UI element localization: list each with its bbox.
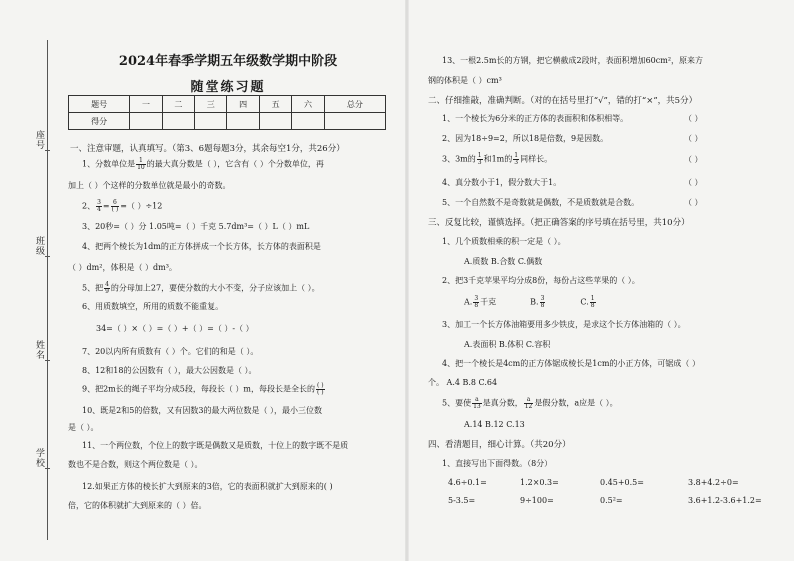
question-7: 7、20以内所有质数有（ ）个。它们的和是（ ）。 bbox=[82, 347, 259, 356]
denominator: ( ) bbox=[111, 206, 119, 213]
section-4-heading: 四、看清题目，细心计算。（共20分） bbox=[428, 440, 571, 450]
denominator: 3 bbox=[514, 159, 519, 166]
denominator: 13 bbox=[473, 403, 481, 410]
choice-2-options bbox=[464, 296, 597, 309]
choice-5 bbox=[442, 397, 618, 410]
numerator: 1 bbox=[590, 295, 595, 302]
text: 9、把2m长的绳子平均分成5段，每段长（ ）m，每段长是全长的 bbox=[82, 384, 315, 394]
calc-item: 3.6+1.2-3.6+1.2= bbox=[688, 496, 762, 505]
choice-3: 3、加工一个长方体油箱要用多少铁皮，是求这个长方体油箱的（ ）。 bbox=[442, 320, 686, 329]
question-12-line2: 倍，它的体积就扩大到原来的（ ）倍。 bbox=[68, 501, 207, 510]
question-4-line1: 4、把两个棱长为1dm的正方体拼成一个长方体，长方体的表面积是 bbox=[82, 242, 321, 251]
judge-4: 4、真分数小于1，假分数大于1。 bbox=[442, 178, 562, 187]
score-cell: 总分 bbox=[324, 96, 385, 113]
section-3-heading: 三、反复比较，谨慎选择。（把正确答案的序号填在括号里，共10分） bbox=[428, 218, 690, 228]
section-2-heading: 二、仔细推敲，准确判断。（对的在括号里打“√”，错的打“×”，共5分） bbox=[428, 96, 698, 106]
score-input-cell[interactable] bbox=[227, 113, 259, 130]
score-cell: 二 bbox=[162, 96, 194, 113]
question-12-line1: 12.如果正方体的棱长扩大到原来的3倍，它的表面积就扩大到原来的( ) bbox=[82, 482, 333, 491]
question-5 bbox=[82, 282, 320, 295]
text: 5、把 bbox=[82, 283, 104, 293]
text: B. bbox=[530, 297, 539, 307]
text: 2、 bbox=[82, 201, 96, 211]
calc-item: 5-3.5= bbox=[448, 496, 476, 505]
numerator: 6 bbox=[111, 200, 120, 207]
question-8: 8、12和18的公因数有（ ），最大公因数是（ ）。 bbox=[82, 366, 257, 375]
numerator: ( ) bbox=[316, 382, 324, 389]
fraction bbox=[96, 200, 102, 213]
score-input-cell[interactable] bbox=[292, 113, 324, 130]
score-table bbox=[68, 95, 386, 130]
binding-tick bbox=[45, 150, 50, 151]
numerator: a bbox=[472, 397, 482, 404]
calc-item: 9÷100= bbox=[520, 496, 554, 505]
school-label: 学校 bbox=[34, 448, 44, 468]
numerator: 1 bbox=[136, 158, 146, 165]
numerator: 3 bbox=[474, 295, 479, 302]
calc-heading: 1、直接写出下面得数。（8分） bbox=[442, 459, 553, 468]
score-input-cell[interactable] bbox=[130, 113, 162, 130]
numerator: 4 bbox=[105, 281, 109, 288]
fraction bbox=[111, 200, 120, 213]
section-1-heading: 一、注意审题，认真填写。（第3、6题每题3分，其余每空1分，共26分） bbox=[70, 144, 345, 154]
question-13-line1: 13、一根2.5m长的方钢，把它横截成2段时，表面积增加60cm²，原来方 bbox=[442, 56, 704, 65]
judge-5: 5、一个自然数不是奇数就是偶数，不是质数就是合数。 bbox=[442, 198, 640, 207]
choice-1: 1、几个质数相乘的积一定是（ ）。 bbox=[442, 237, 566, 246]
score-cell: 五 bbox=[259, 96, 291, 113]
question-13-line2: 钢的体积是（ ）cm³ bbox=[428, 76, 502, 85]
question-6: 6、用质数填空，所用的质数不能重复。 bbox=[82, 302, 224, 311]
calc-item: 3.8+4.2÷0= bbox=[688, 478, 739, 487]
judge-1-answer[interactable]: （ ） bbox=[684, 114, 703, 123]
score-input-cell[interactable] bbox=[162, 113, 194, 130]
text: 的分母加上27，要使分数的大小不变，分子应该加上（ ）。 bbox=[110, 283, 320, 293]
fraction bbox=[136, 158, 146, 171]
denominator: 8 bbox=[474, 302, 479, 309]
score-cell: 题号 bbox=[69, 96, 130, 113]
choice-4-line2: 个。 A.4 B.8 C.64 bbox=[428, 378, 498, 387]
choice-5-options: A.14 B.12 C.13 bbox=[464, 420, 525, 429]
numerator: 1 bbox=[477, 152, 482, 159]
score-table-score-row bbox=[69, 113, 386, 130]
exam-title: 2024年春季学期五年级数学期中阶段 bbox=[118, 54, 338, 69]
binding-tick bbox=[45, 360, 50, 361]
denominator: 3 bbox=[477, 159, 482, 166]
fraction bbox=[477, 153, 483, 166]
binding-line bbox=[47, 40, 48, 540]
calc-item: 0.5²= bbox=[600, 496, 623, 505]
choice-4-line1: 4、把一个棱长是4cm的正方体锯成棱长是1cm的小正方体，可锯成（ ） bbox=[442, 359, 700, 368]
text: C. bbox=[580, 297, 589, 307]
judge-4-answer[interactable]: （ ） bbox=[684, 178, 703, 187]
binding-tick bbox=[45, 256, 50, 257]
judge-3 bbox=[442, 153, 552, 166]
text: 是假分数，a应是（ ）。 bbox=[534, 398, 618, 408]
question-4-line2: （ ）dm²，体积是（ ）dm³。 bbox=[68, 263, 177, 272]
question-1-line1 bbox=[82, 158, 324, 171]
question-1-line2: 加上（ ）个这样的分数单位就是最小的奇数。 bbox=[68, 181, 231, 190]
numerator: 3 bbox=[97, 199, 101, 206]
denominator: 10 bbox=[137, 164, 145, 171]
judge-2: 2、因为18÷9=2，所以18是倍数，9是因数。 bbox=[442, 134, 609, 143]
page-fold bbox=[405, 0, 409, 561]
binding-margin bbox=[0, 0, 58, 561]
score-table-header-row bbox=[69, 96, 386, 113]
score-cell: 一 bbox=[130, 96, 162, 113]
score-cell: 得分 bbox=[69, 113, 130, 130]
fraction bbox=[472, 397, 482, 410]
text: 同样长。 bbox=[520, 154, 553, 164]
fraction bbox=[540, 296, 546, 309]
numerator: 1 bbox=[514, 152, 519, 159]
calc-item: 4.6÷0.1= bbox=[448, 478, 487, 487]
score-input-cell[interactable] bbox=[195, 113, 227, 130]
denominator: 12 bbox=[524, 403, 533, 410]
question-6-equation: 34=（ ）×（ ）=（ ）+（ ）=（ ）-（ ） bbox=[96, 324, 254, 333]
text: 是真分数， bbox=[482, 398, 523, 408]
score-cell: 三 bbox=[195, 96, 227, 113]
denominator: 8 bbox=[540, 302, 545, 309]
class-label: 班级 bbox=[34, 236, 44, 256]
text: A. bbox=[464, 297, 473, 307]
judge-2-answer[interactable]: （ ） bbox=[684, 134, 703, 143]
question-2 bbox=[82, 200, 162, 213]
text: = bbox=[102, 201, 110, 211]
question-9 bbox=[82, 383, 326, 396]
question-3: 3、20秒=（ ）分 1.05吨=（ ）千克 5.7dm³=（ ）L（ ）mL bbox=[82, 222, 310, 231]
numerator: 3 bbox=[540, 295, 545, 302]
choice-3-options: A.表面积 B.体积 C.容积 bbox=[464, 340, 551, 349]
text: 1、分数单位是 bbox=[82, 159, 136, 169]
fraction bbox=[590, 296, 596, 309]
denominator: ( ) bbox=[316, 389, 324, 396]
binding-tick bbox=[45, 468, 50, 469]
question-10-line1: 10、既是2和5的倍数，又有因数3的最大两位数是（ ），最小三位数 bbox=[82, 406, 322, 415]
score-cell: 六 bbox=[292, 96, 324, 113]
calc-item: 1.2×0.3= bbox=[520, 478, 559, 487]
score-input-cell[interactable] bbox=[324, 113, 385, 130]
fraction bbox=[513, 153, 519, 166]
judge-3-answer[interactable]: （ ） bbox=[684, 155, 703, 164]
score-input-cell[interactable] bbox=[259, 113, 291, 130]
numerator: a bbox=[524, 397, 534, 404]
exam-subtitle: 随堂练习题 bbox=[190, 80, 266, 95]
fraction bbox=[104, 282, 110, 295]
question-10-line2: 是（ ）。 bbox=[68, 423, 99, 432]
judge-1: 1、一个棱长为6分米的正方体的表面积和体积相等。 bbox=[442, 114, 629, 123]
fraction bbox=[316, 383, 325, 396]
text: 的最大真分数是（ ），它含有（ ）个分数单位，再 bbox=[146, 159, 324, 169]
denominator: 9 bbox=[105, 288, 109, 295]
question-11-line2: 数也不是合数，则这个两位数是（ ）。 bbox=[68, 460, 203, 469]
text: =（ ）÷12 bbox=[120, 201, 163, 211]
choice-1-options: A.质数 B.合数 C.偶数 bbox=[464, 257, 543, 266]
judge-5-answer[interactable]: （ ） bbox=[684, 198, 703, 207]
text: 3、3m的 bbox=[442, 154, 476, 164]
denominator: 4 bbox=[97, 206, 101, 213]
seat-label: 座号 bbox=[34, 130, 44, 150]
fraction bbox=[524, 397, 534, 410]
text: 千克 bbox=[480, 297, 497, 307]
question-11-line1: 11、一个两位数，个位上的数字既是偶数又是质数，十位上的数字既不是质 bbox=[82, 441, 349, 450]
text: 和1m的 bbox=[483, 154, 513, 164]
denominator: 8 bbox=[590, 302, 595, 309]
name-label: 姓名 bbox=[34, 340, 44, 360]
fraction bbox=[473, 296, 479, 309]
score-cell: 四 bbox=[227, 96, 259, 113]
choice-2: 2、把3千克苹果平均分成8份，每份占这些苹果的（ ）。 bbox=[442, 276, 640, 285]
text: 5、要使 bbox=[442, 398, 472, 408]
calc-item: 0.45+0.5= bbox=[600, 478, 644, 487]
